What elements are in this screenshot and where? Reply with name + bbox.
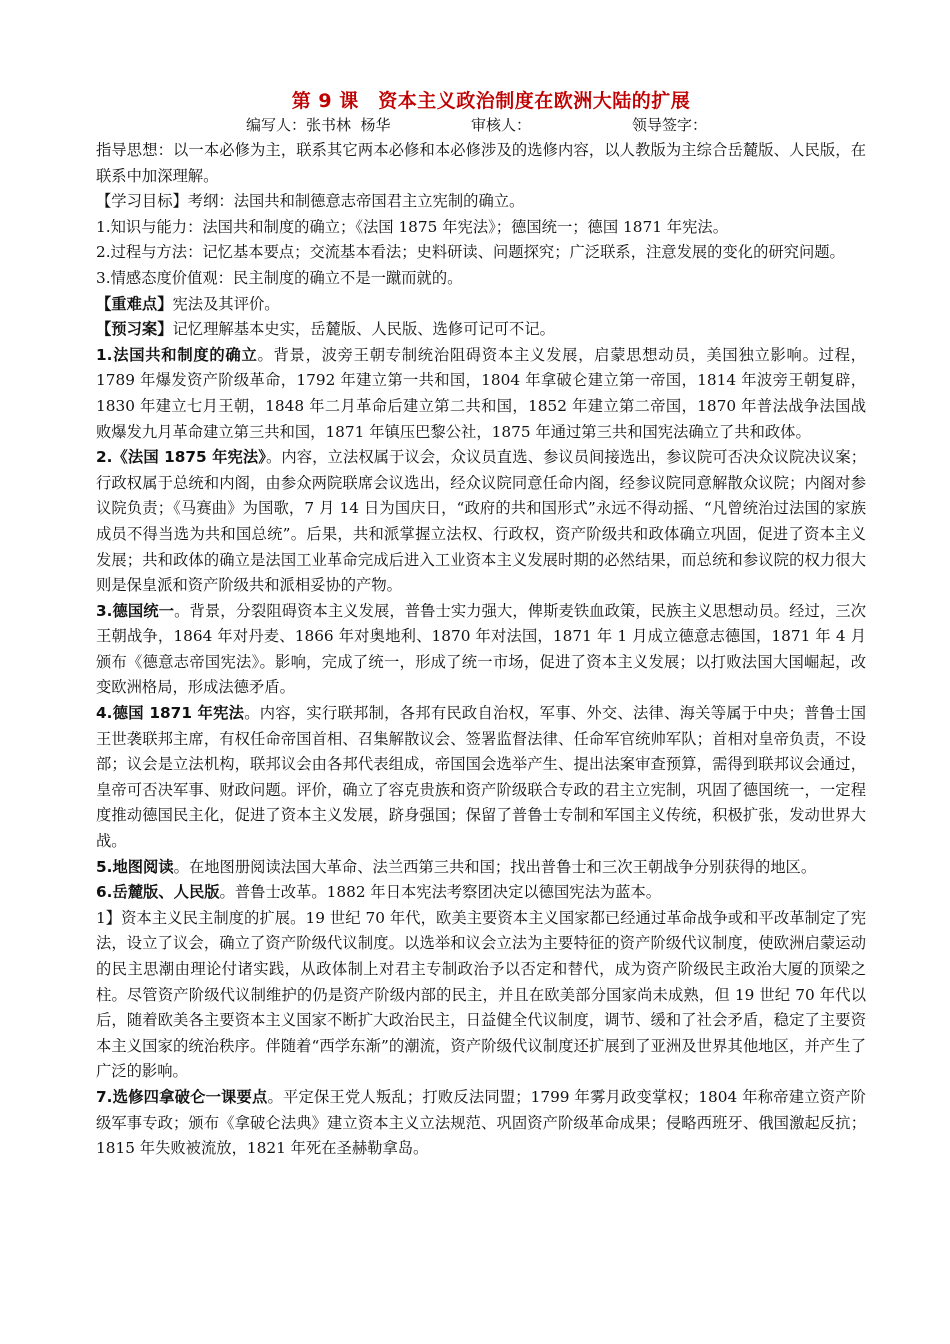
section-paragraph	[96, 855, 866, 881]
key-points-text: 宪法及其评价。	[172, 294, 280, 313]
preview-label: 【预习案】	[96, 320, 173, 339]
section-paragraph	[96, 445, 866, 599]
writers-label: 编写人：张书林 杨华	[246, 116, 391, 134]
section-text: 。内容，立法权属于议会，众议员直选、参议员间接选出，参议院可否决众议院决议案；行政权属于总统和内阁，由参众两院联席会议选出，经众议院同意任命内阁，经参议院同意解散众议院；内阁对参议院负责；《马赛曲》为国歌，7 月 14 日为国庆日，“政府的共和国形式”永远不得动摇、“凡曾统治过法国的家族成员不得当选为共和国总统”。后果，共和派掌握立法权、行政权，资产阶级共和政体确立巩固，促进了资本主义发展；共和政体的确立是法国工业革命完成后进入工业资本主义发展时期的必然结果，而总统和参议院的权力很大则是保皇派和资产阶级共和派相妥协的产物。	[96, 448, 866, 595]
section-paragraph	[96, 701, 866, 855]
guide-paragraph: 指导思想：以一本必修为主，联系其它两本必修和本必修涉及的选修内容，以人教版为主综合岳麓版、人民版，在联系中加深理解。	[96, 141, 866, 185]
leader-signature-label: 领导签字：	[632, 116, 708, 134]
goals-label: 【学习目标】	[96, 192, 188, 211]
section-paragraph	[96, 343, 866, 445]
section-heading: 5.地图阅读	[96, 857, 174, 876]
section-heading: 1.法国共和制度的确立	[96, 345, 258, 364]
section-text: 。内容，实行联邦制，各邦有民政自治权，军事、外交、法律、海关等属于中央；普鲁士国王世袭联邦主席，有权任命帝国首相、召集解散议会、签署监督法律、任命军官统帅军队；首相对皇帝负责，不设部；议会是立法机构，联邦议会由各邦代表组成，帝国国会选举产生、提出法案审查预算，需得到联邦议会通过，皇帝可否决军事、财政问题。评价，确立了容克贵族和资产阶级联合专政的君主立宪制，巩固了德国统一，一定程度推动德国民主化，促进了资本主义发展，跻身强国；保留了普鲁士专制和军国主义传统，积极扩张，发动世界大战。	[96, 704, 866, 851]
section-text: 。普鲁士改革。1882 年日本宪法考察团决定以德国宪法为蓝本。	[219, 883, 662, 902]
document-page	[96, 88, 866, 1162]
goal-item: 2.过程与方法：记忆基本要点；交流基本看法；史料研读、问题探究；广泛联系，注意发展的变化的研究问题。	[96, 243, 845, 262]
preview-text: 记忆理解基本史实，岳麓版、人民版、选修可记可不记。	[172, 320, 555, 339]
section-heading: 4.德国 1871 年宪法	[96, 704, 245, 723]
section-paragraph	[96, 599, 866, 701]
goal-item: 3.情感态度价值观：民主制度的确立不是一蹴而就的。	[96, 268, 463, 287]
document-title: 第 9 课 资本主义政治制度在欧洲大陆的扩展	[291, 90, 691, 112]
section-paragraph	[96, 1085, 866, 1162]
goals-paragraph	[96, 189, 866, 215]
section-paragraph	[96, 880, 866, 906]
goals-text: 考纲：法国共和制德意志帝国君主立宪制的确立。	[187, 192, 525, 211]
section-heading: 3.德国统一	[96, 601, 175, 620]
section-text: 。在地图册阅读法国大革命、法兰西第三共和国；找出普鲁士和三次王朝战争分别获得的地区。	[173, 857, 817, 876]
key-points-paragraph	[96, 292, 866, 318]
key-points-label: 【重难点】	[96, 294, 173, 313]
section-heading: 7.选修四拿破仑一课要点	[96, 1087, 268, 1106]
section-paragraph	[96, 906, 866, 1085]
section-heading: 6.岳麓版、人民版	[96, 883, 220, 902]
author-line	[96, 114, 866, 138]
section-heading: 2.《法国 1875 年宪法》	[96, 448, 267, 467]
goal-item: 1.知识与能力：法国共和制度的确立；《法国 1875 年宪法》；德国统一；德国 1871 年宪法。	[96, 217, 728, 236]
section-text: 1】资本主义民主制度的扩展。19 世纪 70 年代，欧美主要资本主义国家都已经通过革命战争或和平改革制定了宪法，设立了议会，确立了资产阶级代议制度。以选举和议会立法为主要特征的资产阶级代议制度，使欧洲启蒙运动的民主思潮由理论付诸实践，从政体制上对君主专制政治予以否定和替代，成为资产阶级民主政治大厦的顶梁之柱。尽管资产阶级代议制维护的仍是资产阶级内部的民主，并且在欧美部分国家尚未成熟，但 19 世纪 70 年代以后，随着欧美各主要资本主义国家不断扩大政治民主，日益健全代议制度，调节、缓和了社会矛盾，稳定了主要资本主义国家的统治秩序。伴随着“西学东渐”的潮流，资产阶级代议制度还扩展到了亚洲及世界其他地区，并产生了广泛的影响。	[96, 908, 866, 1081]
preview-paragraph	[96, 317, 866, 343]
section-text: 。背景，分裂阻碍资本主义发展，普鲁士实力强大，俾斯麦铁血政策，民族主义思想动员。经过，三次王朝战争，1864 年对丹麦、1866 年对奥地利、1870 年对法国，1871 年 1 月成立德意志德国，1871 年 4 月颁布《德意志帝国宪法》。影响，完成了统一，形成了统一市场，促进了资本主义发展；以打败法国大国崛起，改变欧洲格局，形成法德矛盾。	[96, 601, 866, 697]
section-text: 。背景，波旁王朝专制统治阻碍资本主义发展，启蒙思想动员，美国独立影响。过程，1789 年爆发资产阶级革命，1792 年建立第一共和国，1804 年拿破仑建立第一帝国，1814 年波旁王朝复辟，1830 年建立七月王朝，1848 年二月革命后建立第二共和国，1852 年建立第二帝国，1870 年普法战争法国战败爆发九月革命建立第三共和国，1871 年镇压巴黎公社，1875 年通过第三共和国宪法确立了共和政体。	[96, 345, 866, 441]
reviewer-label: 审核人：	[471, 116, 532, 134]
section-text: 。平定保王党人叛乱；打败反法同盟；1799 年雾月政变掌权；1804 年称帝建立资产阶级军事专政；颁布《拿破仑法典》建立资本主义立法规范、巩固资产阶级革命成果；侵略西班牙、俄国激起反抗；1815 年失败被流放，1821 年死在圣赫勒拿岛。	[96, 1087, 866, 1158]
